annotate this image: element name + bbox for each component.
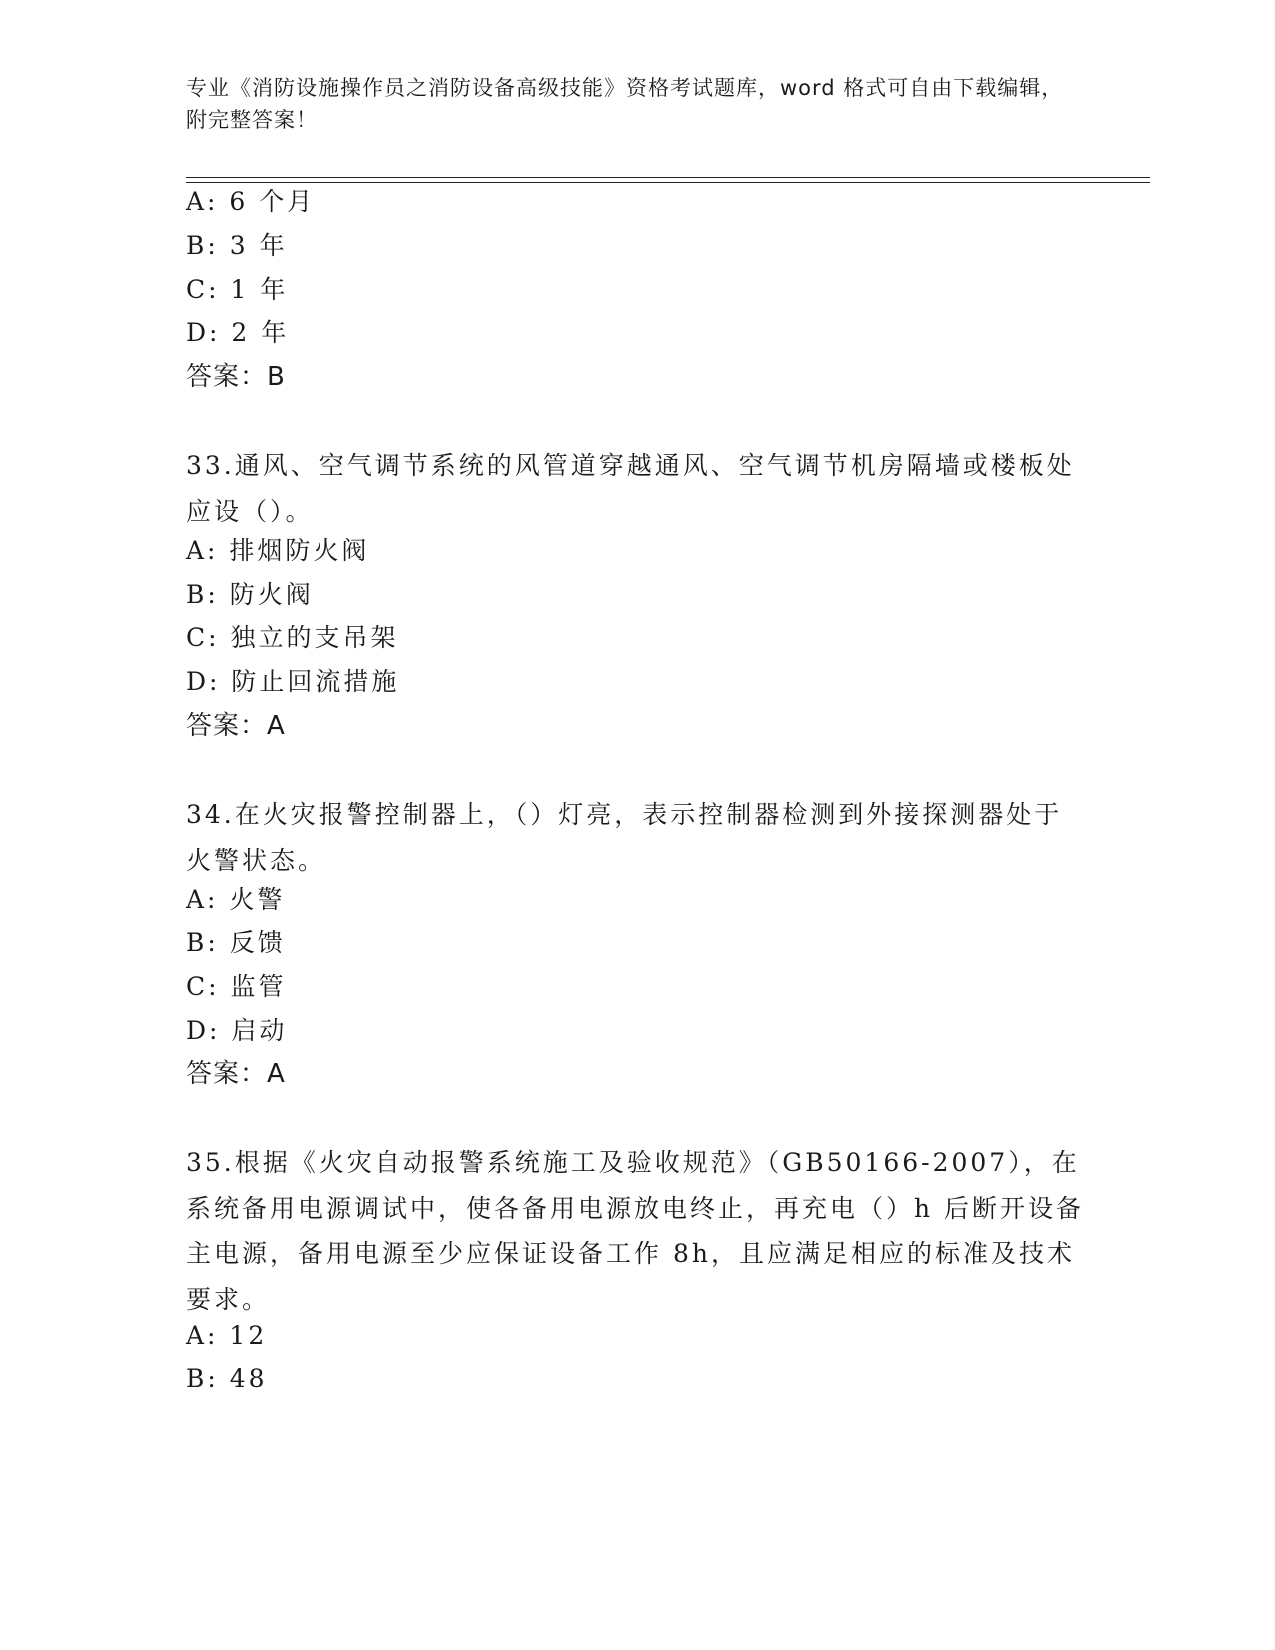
q32-option-a: A: 6 个月 [186,187,316,216]
q34-option-d: D: 启动 [186,1016,288,1045]
q34-option-b: B: 反馈 [186,928,286,957]
q34-option-c: C: 监管 [186,972,287,1001]
q33-answer: 答案：A [186,711,286,741]
q32-option-c: C: 1 年 [186,275,289,304]
q34-question: 34.在火灾报警控制器上，（）灯亮，表示控制器检测到外接探测器处于火警状态。 [186,800,1063,875]
header-divider-top [186,177,1150,178]
q33-option-c: C: 独立的支吊架 [186,623,399,652]
q34-answer: 答案：A [186,1059,286,1089]
document-header: 专业《消防设施操作员之消防设备高级技能》资格考试题库，word 格式可自由下载编辑，附完整答案！ [186,76,1064,132]
q32-option-d: D: 2 年 [186,318,290,347]
q33-option-d: D: 防止回流措施 [186,667,400,696]
q35-option-a: A: 12 [186,1321,268,1350]
q33-question: 33.通风、空气调节系统的风管道穿越通风、空气调节机房隔墙或楼板处应设（）。 [186,451,1075,526]
q33-option-a: A: 排烟防火阀 [186,536,370,565]
q35-option-b: B: 48 [186,1364,268,1393]
header-divider-bottom [186,182,1150,183]
q35-question: 35.根据《火灾自动报警系统施工及验收规范》（GB50166-2007），在系统备用电源调试中，使各备用电源放电终止，再充电（）h 后断开设备主电源，备用电源至少应保证设备工作 8h，且应满足相应的标准及技术要求。 [186,1148,1085,1314]
q34-option-a: A: 火警 [186,885,286,914]
q33-option-b: B: 防火阀 [186,580,314,609]
q32-answer: 答案：B [186,362,286,392]
q32-option-b: B: 3 年 [186,231,288,260]
